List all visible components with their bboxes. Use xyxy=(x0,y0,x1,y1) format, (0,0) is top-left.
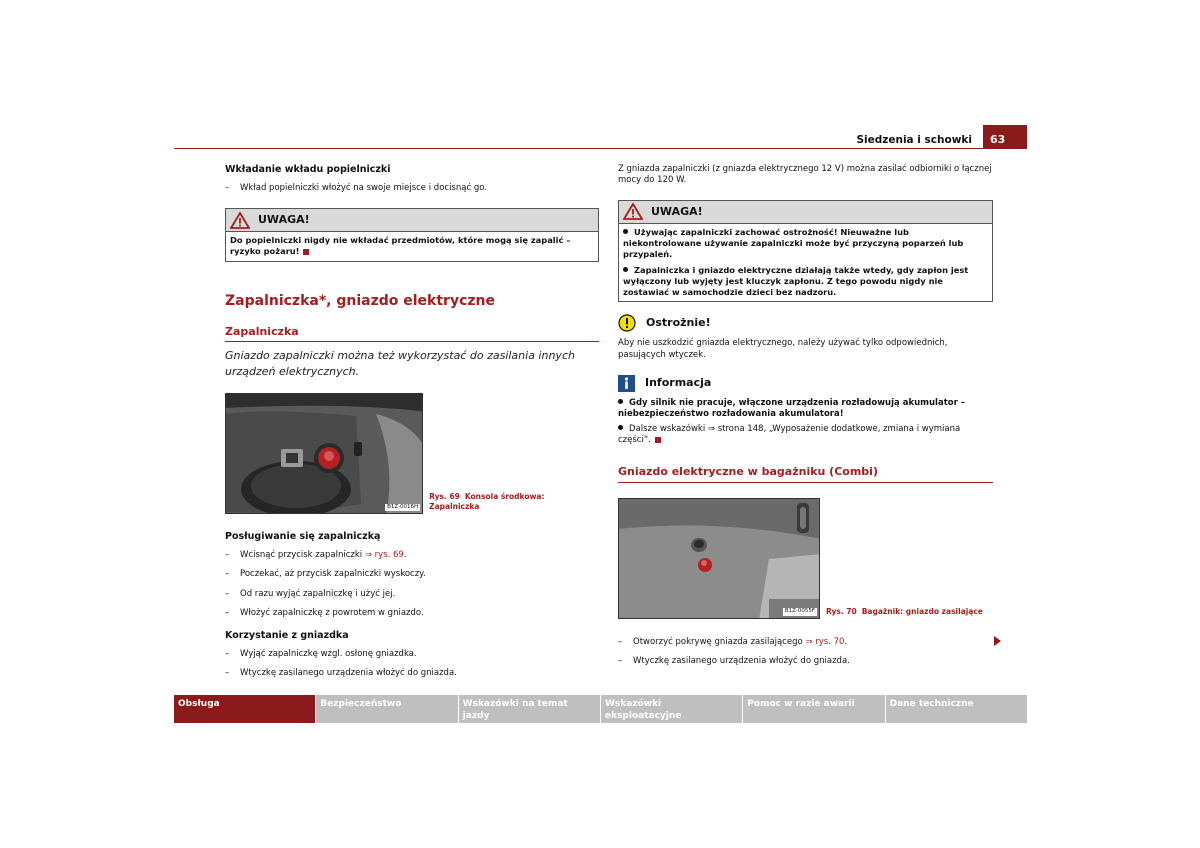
figure-70 xyxy=(618,498,993,619)
socket-step: – Wtyczkę zasilanego urządzenia włożyć do gniazda. xyxy=(225,668,599,679)
trunk-socket-illustration xyxy=(619,499,820,619)
ash-insert-step: – Wkład popielniczki włożyć na swoje miejsce i docisnąć go. xyxy=(225,183,599,194)
figure-caption: Rys. 70 Bagażnik: gniazdo zasilające xyxy=(826,606,983,616)
warning-item: Używając zapalniczki zachować ostrożność! Nieuważne lub niekontrolowane używanie zapalniczki może być przyczyną poparzeń lub przypaleń. xyxy=(623,226,964,260)
warning-triangle-icon xyxy=(623,203,643,220)
warning-title: UWAGA! xyxy=(258,212,310,226)
subsection-title: Zapalniczka xyxy=(225,325,599,343)
trunk-socket-photo xyxy=(618,498,820,619)
warning-text: Do popielniczki nigdy nie wkładać przedmiotów, które mogą się zapalić – ryzyko pożaru! xyxy=(226,231,598,260)
caution-header xyxy=(618,314,993,332)
caution-exclamation-icon xyxy=(618,314,636,332)
warning-box-lighter xyxy=(618,200,993,302)
info-header xyxy=(618,375,993,392)
lighter-step: – Wcisnąć przycisk zapalniczki ⇒ rys. 69. xyxy=(225,550,599,561)
lighter-step: – Włożyć zapalniczkę z powrotem w gniazdo. xyxy=(225,608,599,619)
figure-caption: Rys. 69 Konsola środkowa: Zapalniczka xyxy=(429,491,545,512)
warning-triangle-icon xyxy=(230,212,250,229)
socket-power-text: Z gniazda zapalniczki (z gniazda elektrycznego 12 V) można zasilać odbiorniki o łącznej mocy do 120 W. xyxy=(618,164,992,186)
warning-text xyxy=(619,223,992,301)
warning-title: UWAGA! xyxy=(651,204,703,218)
trunk-step: – Otworzyć pokrywę gniazda zasilającego ⇒ rys. 70. xyxy=(618,637,993,648)
warning-box-ashtray xyxy=(225,208,599,261)
right-column xyxy=(618,164,993,676)
running-header: Siedzenia i schowki xyxy=(856,134,972,146)
tab-pomoc-awarii[interactable]: Pomoc w razie awarii xyxy=(743,695,884,723)
end-mark xyxy=(655,437,661,443)
info-item: Gdy silnik nie pracuje, włączone urządzenia rozładowują akumulator – niebezpieczeństwo rozładowania akumulatora! xyxy=(618,398,966,420)
tab-wskazowki-eksploatacyjne[interactable]: Wskazówki eksploatacyjne xyxy=(601,695,742,723)
end-mark xyxy=(303,249,309,255)
info-title: Informacja xyxy=(645,376,712,390)
figure-code: B1Z-0016H xyxy=(387,503,419,510)
lighter-step: – Od razu wyjąć zapalniczkę i użyć jej. xyxy=(225,589,599,600)
figure-69 xyxy=(225,393,599,514)
next-page-arrow-icon[interactable] xyxy=(994,636,1001,646)
chapter-tabs xyxy=(174,695,1027,723)
figure-link[interactable]: ⇒ rys. 69 xyxy=(364,549,404,560)
tab-bezpieczenstwo[interactable]: Bezpieczeństwo xyxy=(316,695,457,723)
info-item: Dalsze wskazówki ⇒ strona 148, „Wyposażenie dodatkowe, zmiana i wymiana części“. xyxy=(618,423,961,446)
lighter-step: – Poczekać, aż przycisk zapalniczki wyskoczy. xyxy=(225,569,599,580)
socket-step: – Wyjąć zapalniczkę wzgl. osłonę gniazdka. xyxy=(225,649,599,660)
trunk-step: – Wtyczkę zasilanego urządzenia włożyć do gniazda. xyxy=(618,656,993,667)
caution-text: Aby nie uszkodzić gniazda elektrycznego, należy używać tylko odpowiednich, pasujących wtyczek. xyxy=(618,338,948,360)
left-column xyxy=(225,164,599,688)
figure-link[interactable]: ⇒ rys. 70 xyxy=(805,636,845,647)
use-socket-heading: Korzystanie z gniazdka xyxy=(225,629,349,641)
ash-insert-heading: Wkładanie wkładu popielniczki xyxy=(225,164,391,175)
header-rule xyxy=(174,148,983,149)
tab-obsluga[interactable]: Obsługa xyxy=(174,695,315,723)
use-lighter-heading: Posługiwanie się zapalniczką xyxy=(225,531,381,543)
lighter-illustration xyxy=(226,394,423,514)
section-title: Zapalniczka*, gniazdo elektryczne xyxy=(225,292,495,309)
warning-header xyxy=(619,201,992,223)
subsection-title-trunk: Gniazdo elektryczne w bagażniku (Combi) xyxy=(618,465,993,483)
lighter-photo xyxy=(225,393,423,514)
warning-header xyxy=(226,209,598,231)
tab-dane-techniczne[interactable]: Dane techniczne xyxy=(886,695,1027,723)
caution-title: Ostrożnie! xyxy=(646,315,711,329)
page-number: 63 xyxy=(983,125,1027,149)
figure-code: B1Z-0055F xyxy=(784,608,815,615)
warning-item: Zapalniczka i gniazdo elektryczne działają także wtedy, gdy zapłon jest wyłączony lub wyjęty jest kluczyk zapłonu. Z tego powodu nigdy nie zostawiać w samochodzie dzieci bez nadzoru. xyxy=(623,264,969,297)
intro-text: Gniazdo zapalniczki można też wykorzystać do zasilania innych urządzeń elektrycznych. xyxy=(225,349,575,378)
tab-wskazowki-jazdy[interactable]: Wskazówki na temat jazdy xyxy=(459,695,600,723)
info-icon xyxy=(618,375,635,392)
